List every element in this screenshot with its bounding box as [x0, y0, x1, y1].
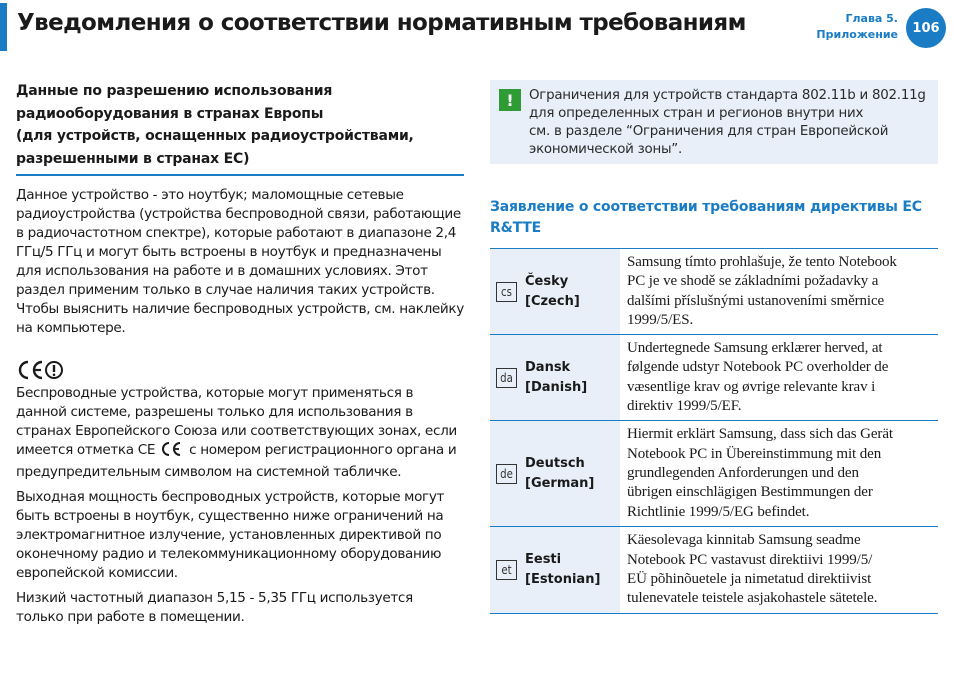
language-name-en: [Danish] [525, 379, 588, 395]
heading-line: Данные по разрешению использования [16, 83, 333, 99]
header-accent-bar [0, 3, 7, 51]
language-name: Dansk [525, 360, 571, 376]
chapter-label [816, 11, 898, 43]
power-paragraph: Выходная мощность беспроводных устройств, которые могут быть встроены в ноутбук, существенно ниже ограничений на электромагнитное излучение, установленных директивой по оконечному радио и телекоммуникационному оборудованию европейской комиссии. [16, 489, 445, 581]
chapter-name: Приложение [816, 28, 898, 41]
table-row [490, 335, 938, 421]
declaration-table [490, 248, 938, 614]
language-name: Česky [525, 274, 569, 290]
heading-line: радиооборудования в странах Европы [16, 105, 324, 122]
chapter-number: Глава 5. [845, 12, 898, 25]
frequency-paragraph: Низкий частотный диапазон 5,15 - 5,35 ГГц используется только при работе в помещении. [16, 590, 413, 625]
declaration-text-cell: Käesolevaga kinnitab Samsung seadme Notebook PC vastavust direktiivi 1999/5/ EÜ põhinõuetele ja nimetatud direktiivist tulenevatele teistele asjakohastele sätetele. [620, 526, 938, 613]
language-name: Deutsch [525, 456, 585, 472]
note-line: экономической зоны”. [529, 142, 682, 157]
note-text [529, 87, 929, 159]
language-code-icon: cs [496, 282, 517, 302]
language-code-cell [490, 249, 523, 335]
language-code-cell [490, 335, 523, 421]
page-number-badge: 106 [906, 8, 946, 48]
language-name-cell [523, 526, 620, 613]
page-title: Уведомления о соответствии нормативным требованиям [17, 10, 746, 36]
ce-paragraph-text: Беспроводные устройства, которые могут применяться в данной системе, разрешены только для использования в странах Европейского Союза или соответствующих зонах, если имеется отметка CE [16, 385, 457, 458]
left-column [16, 80, 464, 627]
language-name-cell [523, 421, 620, 526]
declaration-heading [490, 197, 938, 239]
language-name-en: [German] [525, 475, 595, 491]
note-box [490, 80, 938, 164]
language-name-cell [523, 335, 620, 421]
language-name-en: [Estonian] [525, 571, 601, 587]
declaration-text-cell: Samsung tímto prohlašuje, že tento Notebook PC je ve shodě se základními požadavky a dalšími příslušnými ustanoveními směrnice 1999/5/ES. [620, 249, 938, 335]
language-name: Eesti [525, 552, 562, 568]
table-row [490, 249, 938, 335]
declaration-heading-line: Заявление о соответствии требованиям директивы ЕС [490, 199, 922, 215]
table-row [490, 421, 938, 526]
declaration-text-cell: Undertegnede Samsung erklærer herved, at følgende udstyr Notebook PC overholder de væsentlige krav og øvrige relevante krav i direktiv 1999/5/EF. [620, 335, 938, 421]
exclamation-icon: ! [499, 89, 521, 111]
language-code-cell [490, 421, 523, 526]
note-line: см. в разделе “Ограничения для стран Европейской [529, 124, 889, 139]
ce-paragraph-text-tail: с номером регистрационного органа и предупредительным символом на системной табличке. [16, 442, 457, 480]
note-line: Ограничения для устройств стандарта 802.11b и 802.11g [529, 88, 926, 103]
language-code-icon: de [496, 464, 517, 484]
ce-paragraph [16, 384, 464, 482]
declaration-heading-line: R&TTE [490, 220, 541, 236]
declaration-text-cell: Hiermit erklärt Samsung, dass sich das Gerät Notebook PC in Übereinstimmung mit den grundlegenden Anforderungen und den übrigen einschlägigen Bestimmungen der Richtlinie 1999/5/EG befindet. [620, 421, 938, 526]
heading-line: (для устройств, оснащенных радиоустройствами, [16, 128, 414, 144]
table-row [490, 526, 938, 613]
language-name-en: [Czech] [525, 293, 580, 309]
heading-line: разрешенными в странах ЕС) [16, 150, 250, 167]
intro-paragraph: Данное устройство - это ноутбук; маломощные сетевые радиоустройства (устройства беспроводной связи, работающие в радиочастотном спектре), которые работают в диапазоне 2,4 ГГц/5 ГГц и могут быть встроены в ноутбук и предназначены для использования на работе и в домашних условиях. Этот раздел применим только в случае наличия таких устройств. Чтобы выяснить наличие беспроводных устройств, см. наклейку на компьютере. [16, 187, 464, 336]
language-code-icon: da [496, 368, 517, 388]
section-heading [16, 80, 464, 176]
language-name-cell [523, 249, 620, 335]
language-code-icon: et [496, 560, 517, 580]
language-code-cell [490, 526, 523, 613]
ce-alert-mark-icon [16, 358, 464, 382]
ce-icon [160, 441, 184, 463]
note-line: для определенных стран и регионов внутри них [529, 106, 864, 121]
